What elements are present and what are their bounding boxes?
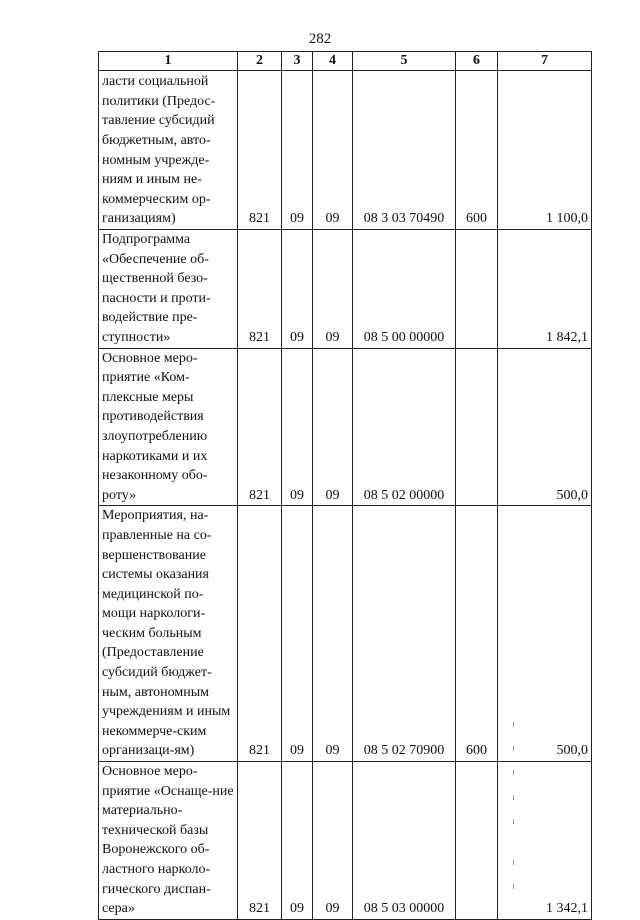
- row-expense-type: 600: [456, 506, 498, 762]
- row-ministry-code: 821: [238, 230, 282, 349]
- row-expense-type: [456, 762, 498, 920]
- table-row: [99, 348, 592, 506]
- budget-table: [98, 51, 592, 920]
- column-header-5: 5: [353, 52, 456, 71]
- row-section-code: 09: [282, 506, 313, 762]
- row-expense-type: 600: [456, 71, 498, 230]
- row-subsection-code: 09: [313, 762, 353, 920]
- row-expense-type: [456, 230, 498, 349]
- row-name: Подпрограмма «Обеспечение об-щественной безо-пасности и проти-водействие пре-ступности»: [99, 230, 238, 349]
- column-header-2: 2: [238, 52, 282, 71]
- row-target-code: 08 5 00 00000: [353, 230, 456, 349]
- row-ministry-code: 821: [238, 71, 282, 230]
- column-header-3: 3: [282, 52, 313, 71]
- scan-mark: [513, 722, 514, 727]
- row-ministry-code: 821: [238, 762, 282, 920]
- row-amount: 1 342,1: [498, 762, 592, 920]
- column-header-1: 1: [99, 52, 238, 71]
- table-header-row: [99, 52, 592, 71]
- row-amount: 500,0: [498, 348, 592, 506]
- row-name: Основное меро-приятие «Оснаще-ние материально-технической базы Воронежского об-ластного нарколо-гического диспан-сера»: [99, 762, 238, 920]
- row-expense-type: [456, 348, 498, 506]
- column-header-4: 4: [313, 52, 353, 71]
- row-subsection-code: 09: [313, 506, 353, 762]
- table-row: [99, 506, 592, 762]
- row-section-code: 09: [282, 762, 313, 920]
- row-subsection-code: 09: [313, 71, 353, 230]
- row-amount: 1 100,0: [498, 71, 592, 230]
- row-amount: 500,0: [498, 506, 592, 762]
- row-amount: 1 842,1: [498, 230, 592, 349]
- row-name: Основное меро-приятие «Ком-плексные меры противодействия злоупотреблению наркотиками и их незаконному обо-роту»: [99, 348, 238, 506]
- row-subsection-code: 09: [313, 230, 353, 349]
- row-subsection-code: 09: [313, 348, 353, 506]
- scan-mark: [513, 884, 514, 889]
- row-target-code: 08 5 03 00000: [353, 762, 456, 920]
- scan-mark: [513, 770, 514, 775]
- row-ministry-code: 821: [238, 506, 282, 762]
- scan-mark: [513, 746, 514, 751]
- page-number: 282: [308, 31, 332, 47]
- row-section-code: 09: [282, 348, 313, 506]
- table-row: [99, 230, 592, 349]
- scan-mark: [513, 860, 514, 865]
- row-target-code: 08 5 02 70900: [353, 506, 456, 762]
- row-ministry-code: 821: [238, 348, 282, 506]
- column-header-6: 6: [456, 52, 498, 71]
- row-name: ласти социальной политики (Предос-тавление субсидий бюджетным, авто-номным учрежде-ниям и иным не-коммерческим ор-ганизациям): [99, 71, 238, 230]
- column-header-7: 7: [498, 52, 592, 71]
- row-target-code: 08 5 02 00000: [353, 348, 456, 506]
- row-section-code: 09: [282, 230, 313, 349]
- row-section-code: 09: [282, 71, 313, 230]
- scan-mark: [513, 819, 514, 824]
- scan-mark: [513, 795, 514, 800]
- table-row: [99, 71, 592, 230]
- row-target-code: 08 3 03 70490: [353, 71, 456, 230]
- table-row: [99, 762, 592, 920]
- row-name: Мероприятия, на-правленные на со-вершенствование системы оказания медицинской по-мощи наркологи-ческим больным (Предоставление субсидий бюджет-ным, автономным учреждениям и иным некоммерче-ским организаци-ям): [99, 506, 238, 762]
